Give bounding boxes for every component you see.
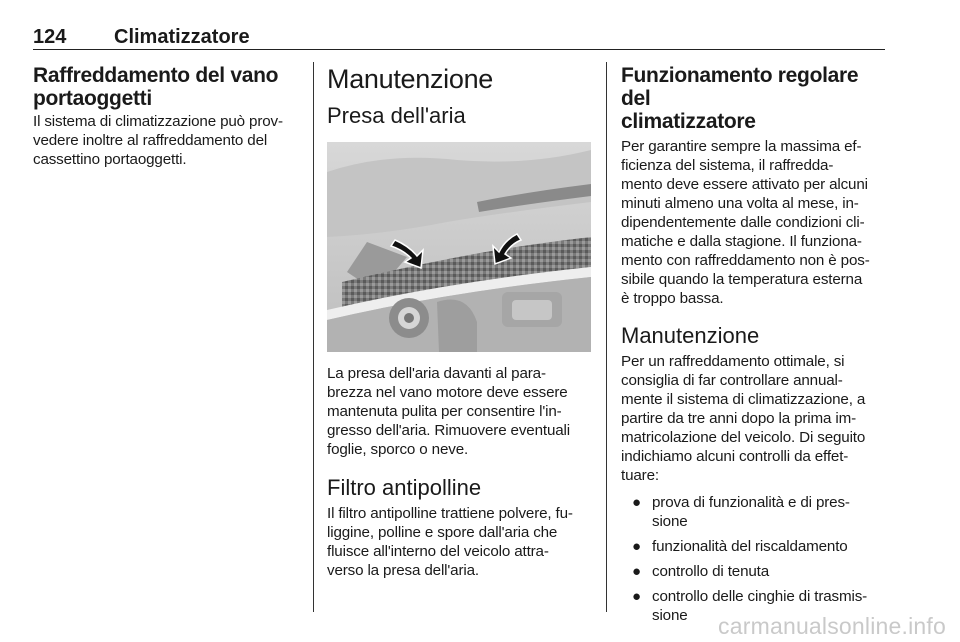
list-item: ● funzionalità del riscaldamento xyxy=(632,538,848,555)
list-item: ● controllo di tenuta xyxy=(632,563,770,580)
section-heading-glovebox-cooling: Raffreddamento del vano portaoggetti xyxy=(33,64,279,110)
bullet-icon: ● xyxy=(632,494,641,511)
watermark: carmanualsonline.info xyxy=(718,613,946,639)
list-item: ● prova di funzionalità e di pres- sione xyxy=(632,494,850,530)
column-3 xyxy=(621,64,887,631)
section-heading-maintenance: Manutenzione xyxy=(327,64,494,94)
bullet-icon: ● xyxy=(632,563,641,580)
column-2 xyxy=(327,64,591,580)
pollen-filter-text: Il filtro antipolline trattiene polvere, fu- liggine, polline e spore dall'aria che fluisce all'interno del veicolo attra- verso la presa dell'aria. xyxy=(327,505,573,579)
maintenance-text: Per un raffreddamento ottimale, si consiglia di far controllare annual- mente il sistema di climatizzazione, a partire da tre anni dopo la prima im- matricolazione del veicolo. Di seguito indichiamo alcuni controlli da effet- tuare: xyxy=(621,353,866,484)
air-intake-text: La presa dell'aria davanti al para- brezza nel vano motore deve essere mantenuta pulita per consentire l'in- gresso dell'aria. Rimuovere eventuali foglie, sporco o neve. xyxy=(327,365,571,458)
bullet-icon: ● xyxy=(632,588,641,605)
column-divider-2 xyxy=(606,62,607,612)
page-header xyxy=(33,26,885,50)
subheading-maintenance: Manutenzione xyxy=(621,323,760,348)
page-number: 124 xyxy=(33,26,67,48)
glovebox-cooling-text: Il sistema di climatizzazione può prov- vedere inoltre al raffreddamento del cassettino portaoggetti. xyxy=(33,113,283,168)
section-heading-regular-operation: Funzionamento regolare del climatizzatore xyxy=(621,64,859,133)
list-item: ● controllo delle cinghie di trasmis- sione xyxy=(632,588,868,624)
subheading-air-intake: Presa dell'aria xyxy=(327,103,466,128)
bullet-icon: ● xyxy=(632,538,641,555)
column-1 xyxy=(33,64,299,169)
subheading-pollen-filter: Filtro antipolline xyxy=(327,475,482,500)
maintenance-checklist xyxy=(621,493,887,625)
car-air-intake-illustration xyxy=(327,142,591,352)
column-divider-1 xyxy=(313,62,314,612)
regular-operation-text: Per garantire sempre la massima ef- ficienza del sistema, il raffredda- mento deve essere attivato per alcuni minuti almeno una volta al mese, in- dipendentemente dalle condizioni cli- matiche e dalla stagione. Il funziona- mento con raffreddamento non è pos- sibile quando la temperatura esterna è troppo bassa. xyxy=(621,138,870,307)
chapter-title: Climatizzatore xyxy=(114,26,250,48)
